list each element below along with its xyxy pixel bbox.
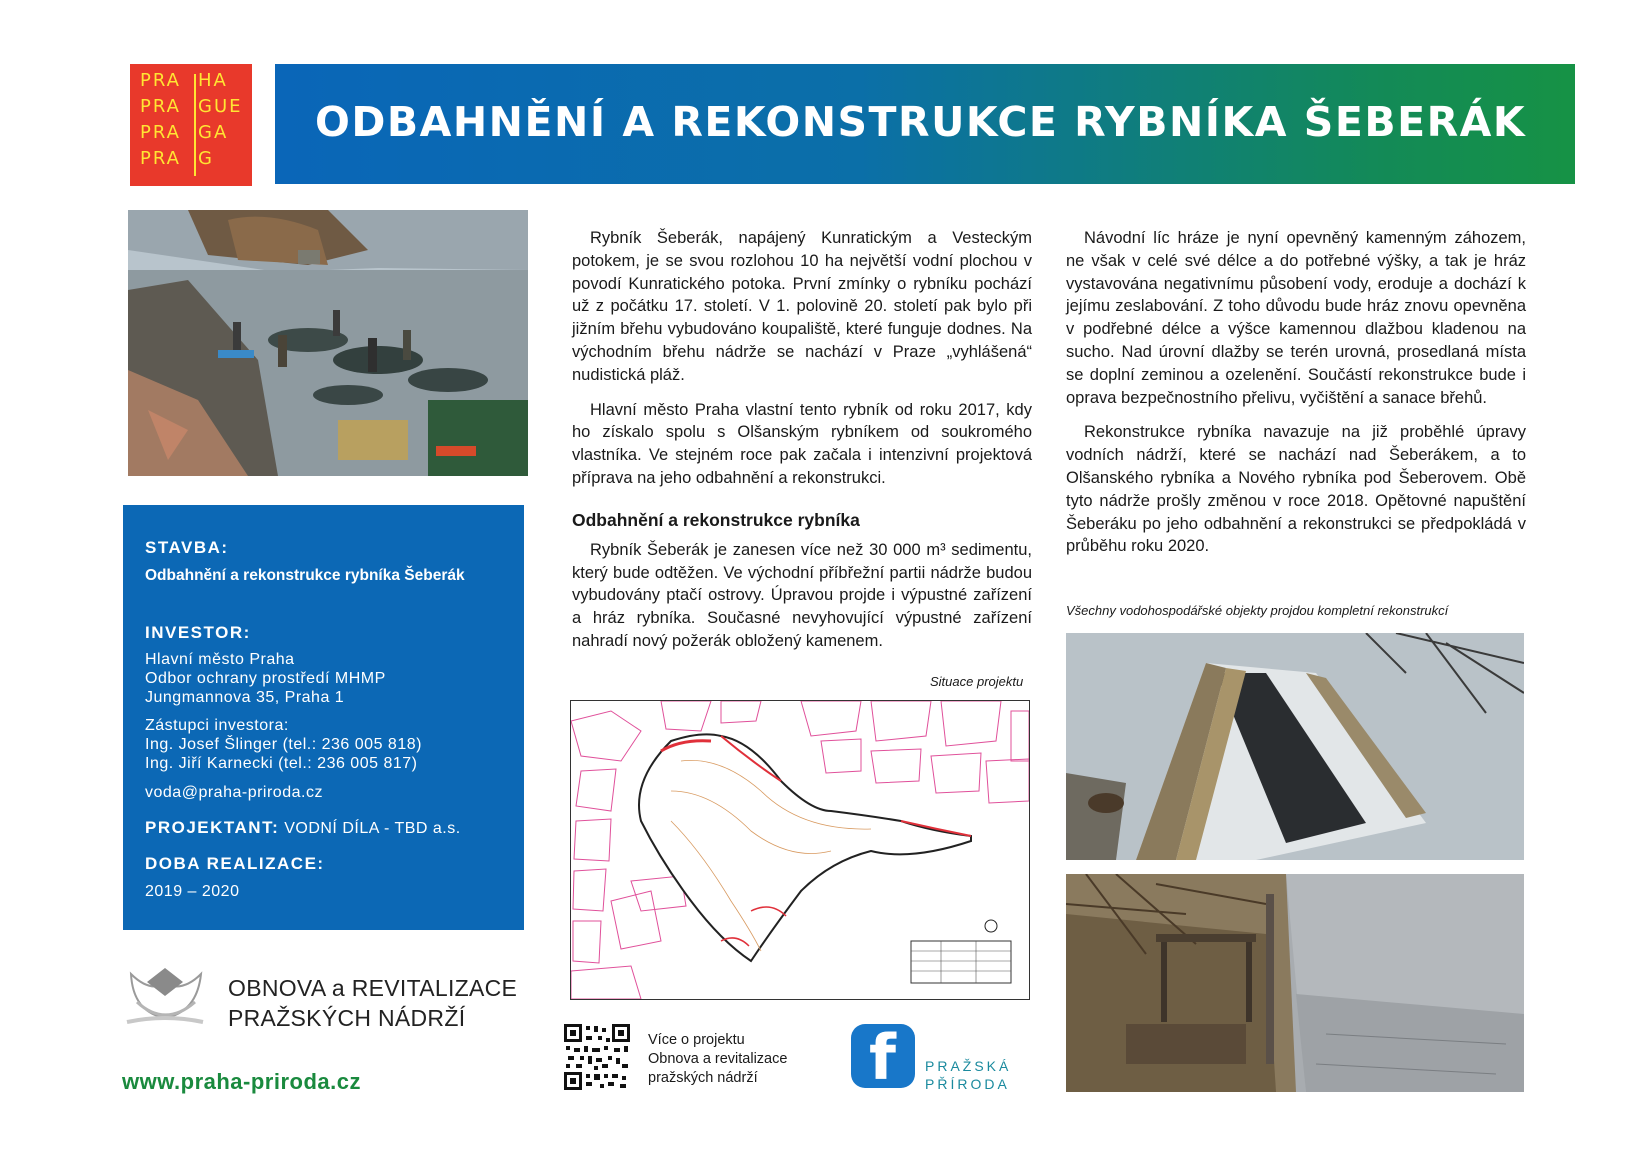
representatives-line: Ing. Josef Šlinger (tel.: 236 005 818) [145, 736, 422, 753]
middle-text-column [572, 227, 1032, 665]
investor-line: Odbor ochrany prostředí MHMP [145, 670, 386, 687]
more-info-line: Více o projektu [648, 1032, 745, 1048]
right-text-column [1066, 227, 1526, 570]
page-title: ODBAHNĚNÍ A REKONSTRUKCE RYBNÍKA ŠEBERÁK [315, 98, 1527, 146]
pond-fishing-photo [128, 210, 528, 476]
more-info-line: Obnova a revitalizace [648, 1051, 788, 1067]
facebook-icon[interactable] [851, 1021, 915, 1094]
body-paragraph: Hlavní město Praha vlastní tento rybník od roku 2017, kdy ho získalo spolu s Olšanským rybníkem od soukromého vlastníka. Ve stejném roce pak začala i intenzivní projektová příprava na jeho odbahnění a rekonstrukci. [572, 400, 1032, 487]
investor-line: Jungmannova 35, Praha 1 [145, 689, 345, 706]
qr-code-icon[interactable] [564, 1024, 630, 1090]
logo-row: PRA G [140, 148, 214, 169]
program-name-line: OBNOVA a REVITALIZACE [228, 975, 518, 1001]
projektant-label: PROJEKTANT: [145, 818, 280, 837]
representatives-line: Ing. Jiří Karnecki (tel.: 236 005 817) [145, 755, 418, 772]
facebook-glyph: f [869, 1021, 896, 1094]
doba-value: 2019 – 2020 [145, 883, 240, 900]
body-paragraph: Rybník Šeberák, napájený Kunratickým a Vesteckým potokem, je se svou rozlohou 10 ha největší vodní plochou v povodí Kunratického potoka. První zmínky o rybníku pochází už z počátku 17. století. V 1. polovině 20. století pak bylo při jižním břehu vybudováno koupaliště, které funguje dodnes. Na východním břehu nádrže se nachází v Praze „vyhlášená“ nudistická pláž. [572, 229, 1032, 384]
spillway-photo [1066, 874, 1524, 1092]
water-lily-logo-icon [123, 962, 208, 1028]
facebook-page-name: PŘÍRODA [925, 1076, 1010, 1092]
body-paragraph: Rekonstrukce rybníka navazuje na již proběhlé úpravy vodních nádrží, které se nachází nad Šeberákem, a to Olšanského rybníka a Nového rybníka pod Šeberovem. Obě tyto nádrže prošly změnou v roce 2018. Opětovné napuštění Šeberáku po jeho odbahnění a rekonstrukci se předpokládá v průběhu roku 2020. [1066, 423, 1526, 556]
projektant-value: VODNÍ DÍLA - TBD a.s. [284, 820, 461, 837]
more-info-line: pražských nádrží [648, 1070, 758, 1086]
contact-email[interactable]: voda@praha-priroda.cz [145, 784, 323, 801]
program-name-line: PRAŽSKÝCH NÁDRŽÍ [228, 1005, 466, 1031]
body-paragraph: Návodní líc hráze je nyní opevněný kamenným záhozem, ne však v celé své délce a do potřebné výšky, a tak je hráz vystavována negativnímu působení vody, eroduje a dochází k jejímu zeslabování. Z toho důvodu bude hráz znovu opevněna v podřebné délce a výšce kamennou dlažbou kladenou na sucho. Nad úrovní dlažby se terén urovná, prosedlaná místa se doplní zeminou a ozelenění. Součástí rekonstrukce bude i oprava bezpečnostního přelivu, vyčištění a sanace břehů. [1066, 229, 1526, 407]
project-situation-map [570, 700, 1030, 1000]
outlet-structure-photo [1066, 633, 1524, 860]
title-banner [275, 64, 1575, 184]
body-paragraph: Rybník Šeberák je zanesen více než 30 000 m³ sedimentu, který bude odtěžen. Ve východní příbřežní partii nádrže budou vybudovány ptačí ostrovy. Úpravou projde i výpustné zařízení a hráz rybníka. Současné nevyhovující výpustné zařízení nahradí nový požerák obložený kamenem. [572, 540, 1032, 650]
photos-caption: Všechny vodohospodářské objekty projdou kompletní rekonstrukcí [1066, 603, 1449, 618]
map-caption: Situace projektu [930, 674, 1024, 689]
representatives-line: Zástupci investora: [145, 717, 289, 734]
logo-row: PRA HA [140, 70, 228, 91]
stavba-heading: STAVBA: [145, 538, 229, 557]
project-info-box [123, 505, 524, 930]
stavba-value: Odbahnění a rekonstrukce rybníka Šeberák [145, 567, 465, 584]
logo-row: PRA GUE [140, 96, 243, 117]
section-heading: Odbahnění a rekonstrukce rybníka [572, 509, 860, 530]
facebook-page-name: PRAŽSKÁ [925, 1058, 1012, 1074]
website-link[interactable]: www.praha-priroda.cz [122, 1069, 362, 1094]
investor-heading: INVESTOR: [145, 623, 251, 642]
investor-line: Hlavní město Praha [145, 651, 295, 668]
praha-logo [130, 64, 252, 186]
doba-heading: DOBA REALIZACE: [145, 854, 325, 873]
logo-row: PRA GA [140, 122, 229, 143]
projektant-row [145, 818, 515, 838]
